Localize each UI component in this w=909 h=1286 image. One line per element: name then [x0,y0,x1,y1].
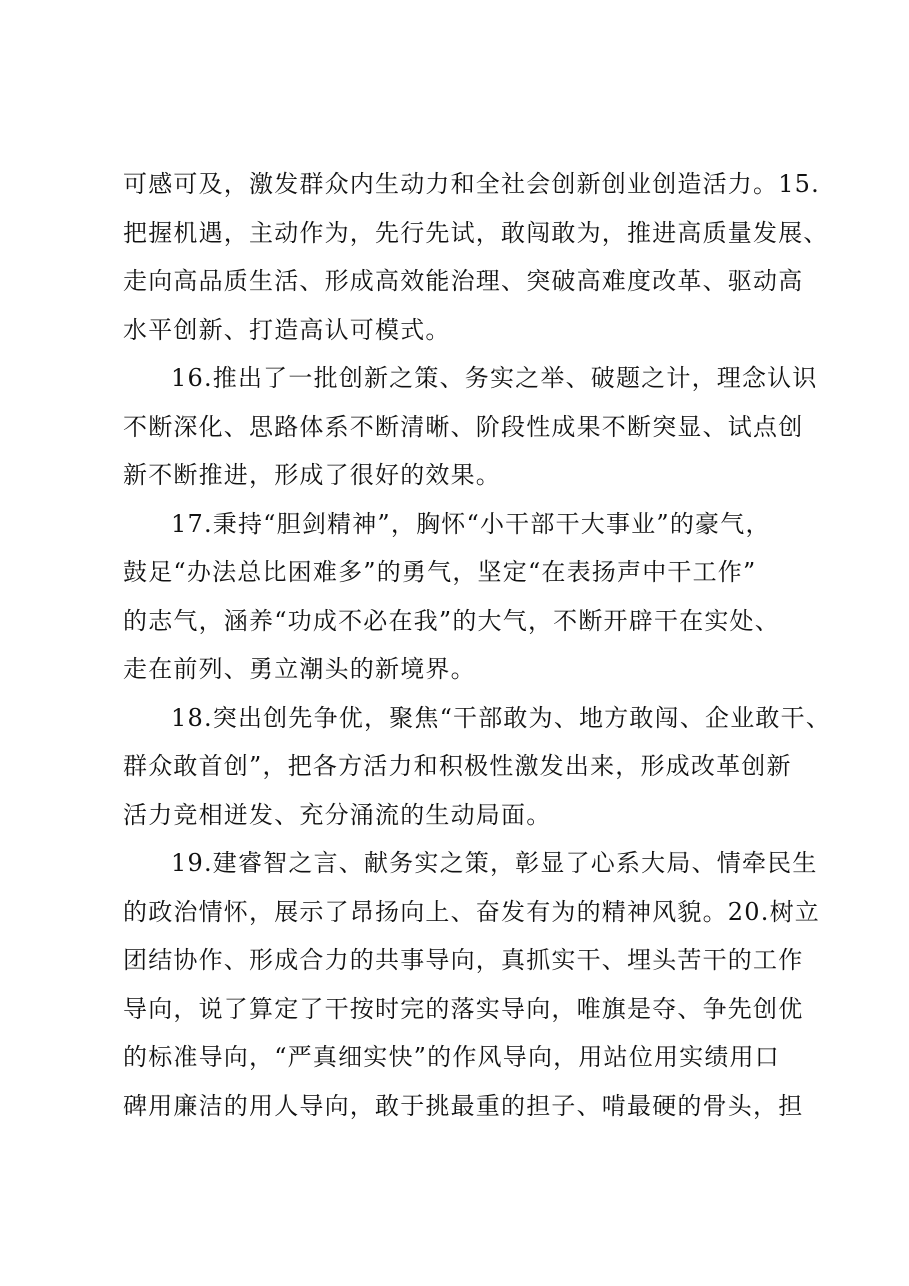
text-line: 16.推出了一批创新之策、务实之举、破题之计，理念认识 [171,364,818,392]
body-text [123,160,832,1130]
text-line: 碑用廉洁的用人导向，敢于挑最重的担子、啃最硬的骨头，担 [123,1091,804,1120]
text-line: 走向高品质生活、形成高效能治理、突破高难度改革、驱动高 [123,267,804,295]
text-line: 新不断推进，形成了很好的效果。 [123,461,501,489]
text-line: 把握机遇，主动作为，先行先试，敢闯敢为，推进高质量发展、 [123,218,829,247]
text-line: 19.建睿智之言、献务实之策，彰显了心系大局、情牵民生 [171,849,818,877]
text-line: 导向，说了算定了干按时完的落实导向，唯旗是夺、争先创优 [123,994,804,1023]
text-line: 的志气，涵养“功成不必在我”的大气，不断开辟干在实处、 [123,606,780,635]
text-line: 的政治情怀，展示了昂扬向上、奋发有为的精神风貌。20.树立 [123,897,820,926]
text-line: 群众敢首创”，把各方活力和积极性激发出来，形成改革创新 [123,752,792,780]
text-line: 鼓足“办法总比困难多”的勇气，坚定“在表扬声中干工作” [123,558,757,586]
text-line: 水平创新、打造高认可模式。 [123,315,451,344]
text-line: 18.突出创先争优，聚焦“干部敢为、地方敢闯、企业敢干、 [171,703,832,732]
text-line: 可感可及，激发群众内生动力和全社会创新创业创造活力。15. [123,170,820,198]
text-line: 走在前列、勇立潮头的新境界。 [123,655,476,683]
text-line: 17.秉持“胆剑精神”，胸怀“小干部干大事业”的豪气， [171,509,771,538]
text-line: 的标准导向，“严真细实快”的作风导向，用站位用实绩用口 [123,1043,780,1071]
text-line: 不断深化、思路体系不断清晰、阶段性成果不断突显、试点创 [123,412,804,441]
text-line: 活力竞相迸发、充分涌流的生动局面。 [123,800,552,829]
text-line: 团结协作、形成合力的共事导向，真抓实干、埋头苦干的工作 [123,946,804,974]
